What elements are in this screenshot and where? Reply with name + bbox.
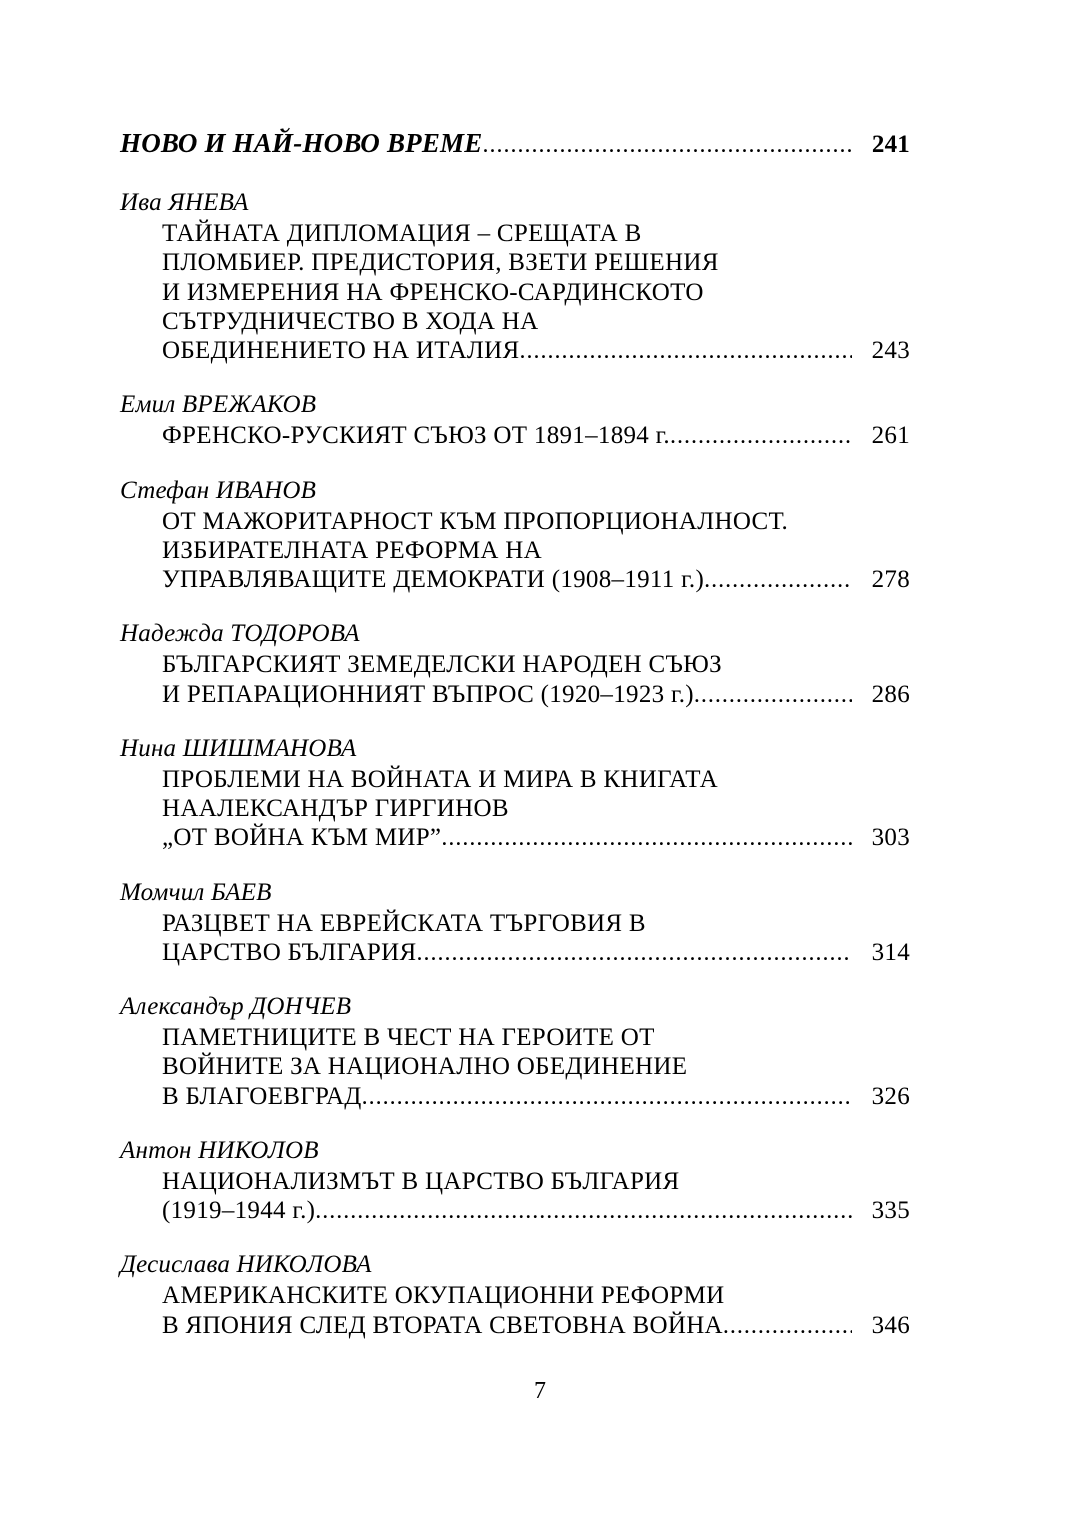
- entry-title-block: [162, 1281, 910, 1340]
- toc-entry: [120, 391, 910, 450]
- entry-title-line: СЪТРУДНИЧЕСТВО В ХОДА НА: [162, 307, 539, 335]
- entry-title-block: [162, 909, 910, 968]
- entry-title-line: ВОЙНИТЕ ЗА НАЦИОНАЛНО ОБЕДИНЕНИЕ: [162, 1053, 688, 1081]
- dot-leader: [723, 1314, 852, 1338]
- entry-title-text: И РЕПАРАЦИОННИЯТ ВЪПРОС (1920–1923 г.): [162, 680, 694, 708]
- entry-title-line: РАЗЦВЕТ НА ЕВРЕЙСКАТА ТЪРГОВИЯ В: [162, 909, 646, 937]
- entry-title-text: В БЛАГОЕВГРАД: [162, 1082, 362, 1110]
- toc-entry: [120, 993, 910, 1111]
- dot-leader: [520, 339, 852, 363]
- entry-page-number: 243: [871, 337, 910, 364]
- entry-title-line: БЪЛГАРСКИЯТ ЗЕМЕДЕЛСКИ НАРОДЕН СЪЮЗ: [162, 651, 722, 679]
- section-title: НОВО И НАЙ-НОВО ВРЕМЕ: [120, 128, 483, 158]
- entry-title-last-line: [162, 680, 910, 709]
- entry-title-line: АМЕРИКАНСКИТЕ ОКУПАЦИОННИ РЕФОРМИ: [162, 1282, 725, 1310]
- entry-title-line: ПЛОМБИЕР. ПРЕДИСТОРИЯ, ВЗЕТИ РЕШЕНИЯ: [162, 249, 719, 277]
- entry-author: Стефан ИВАНОВ: [120, 476, 317, 504]
- entry-title-line: ПАМЕТНИЦИТЕ В ЧЕСТ НА ГЕРОИТЕ ОТ: [162, 1024, 655, 1051]
- entry-title-line: ПРОБЛЕМИ НА ВОЙНАТА И МИРА В КНИГАТА: [162, 765, 718, 793]
- entry-title-last-line: [162, 1082, 910, 1111]
- entry-title-block: [162, 421, 910, 450]
- entry-author: Момчил БАЕВ: [120, 878, 272, 906]
- toc-entry: [120, 620, 910, 709]
- entry-title-text: ОБЕДИНЕНИЕТО НА ИТАЛИЯ: [162, 337, 520, 364]
- entry-author: Антон НИКОЛОВ: [120, 1136, 319, 1164]
- entry-title-last-line: [162, 938, 910, 967]
- entry-title-last-line: [162, 565, 910, 594]
- toc-entry: [120, 477, 910, 595]
- entry-title-text: „ОТ ВОЙНА КЪМ МИР”: [162, 824, 442, 852]
- entry-title-line: НАЦИОНАЛИЗМЪТ В ЦАРСТВО БЪЛГАРИЯ: [162, 1167, 680, 1195]
- entry-title-line: ИЗБИРАТЕЛНАТА РЕФОРМА НА: [162, 536, 542, 564]
- toc-entry: [120, 1251, 910, 1340]
- dot-leader: [362, 1085, 852, 1109]
- entry-title-last-line: [162, 421, 910, 450]
- section-heading: [120, 128, 910, 159]
- entry-author: Десислава НИКОЛОВА: [120, 1251, 372, 1279]
- entry-page-number: 346: [871, 1311, 910, 1339]
- dot-leader: [482, 133, 852, 157]
- dot-leader: [694, 683, 852, 707]
- entry-author: Надежда ТОДОРОВА: [120, 620, 360, 648]
- toc-entry: [120, 735, 910, 853]
- entry-title-text: В ЯПОНИЯ СЛЕД ВТОРАТА СВЕТОВНА ВОЙНА: [162, 1311, 723, 1339]
- entry-title-last-line: [162, 336, 910, 365]
- section-page-number: 241: [871, 131, 910, 158]
- entry-page-number: 286: [871, 680, 910, 708]
- entry-title-line: НААЛЕКСАНДЪР ГИРГИНОВ: [162, 795, 509, 822]
- entry-page-number: 303: [871, 824, 910, 852]
- dot-leader: [416, 941, 852, 965]
- entry-title-block: [162, 765, 910, 853]
- entry-title-block: [162, 507, 910, 595]
- entry-page-number: 326: [871, 1082, 910, 1110]
- dot-leader: [441, 826, 852, 850]
- entry-author: Емил ВРЕЖАКОВ: [120, 391, 317, 419]
- entry-title-last-line: [162, 1196, 910, 1225]
- entry-title-line: ТАЙНАТА ДИПЛОМАЦИЯ – СРЕЩАТА В: [162, 220, 642, 247]
- toc-entry: [120, 1137, 910, 1226]
- entry-title-block: [162, 1167, 910, 1226]
- toc-entry: [120, 879, 910, 968]
- entry-page-number: 335: [871, 1197, 910, 1224]
- entry-title-block: [162, 1023, 910, 1111]
- entry-page-number: 314: [871, 938, 910, 966]
- entry-title-block: [162, 219, 910, 365]
- entry-title-line: ОТ МАЖОРИТАРНОСТ КЪМ ПРОПОРЦИОНАЛНОСТ.: [162, 507, 789, 535]
- entry-title-last-line: [162, 823, 910, 852]
- dot-leader: [704, 568, 852, 592]
- entry-author: Александър ДОНЧЕВ: [120, 993, 352, 1020]
- entry-title-last-line: [162, 1311, 910, 1340]
- page-folio: 7: [534, 1378, 546, 1404]
- entry-title-block: [162, 650, 910, 709]
- entry-author: Ива ЯНЕВА: [120, 189, 249, 216]
- entry-title-text: (1919–1944 г.): [162, 1197, 316, 1224]
- entry-author: Нина ШИШМАНОВА: [120, 734, 357, 762]
- toc-entry: [120, 189, 910, 365]
- entry-title-text: ФРЕНСКО-РУСКИЯТ СЪЮЗ ОТ 1891–1894 г.: [162, 422, 670, 450]
- entry-title-text: УПРАВЛЯВАЩИТЕ ДЕМОКРАТИ (1908–1911 г.): [162, 566, 705, 593]
- entry-page-number: 261: [871, 422, 910, 450]
- dot-leader: [670, 424, 852, 448]
- entry-title-text: ЦАРСТВО БЪЛГАРИЯ: [162, 938, 417, 966]
- dot-leader: [315, 1199, 852, 1223]
- entry-title-line: И ИЗМЕРЕНИЯ НА ФРЕНСКО-САРДИНСКОТО: [162, 278, 704, 306]
- entry-page-number: 278: [871, 566, 910, 593]
- table-of-contents: [120, 128, 910, 1366]
